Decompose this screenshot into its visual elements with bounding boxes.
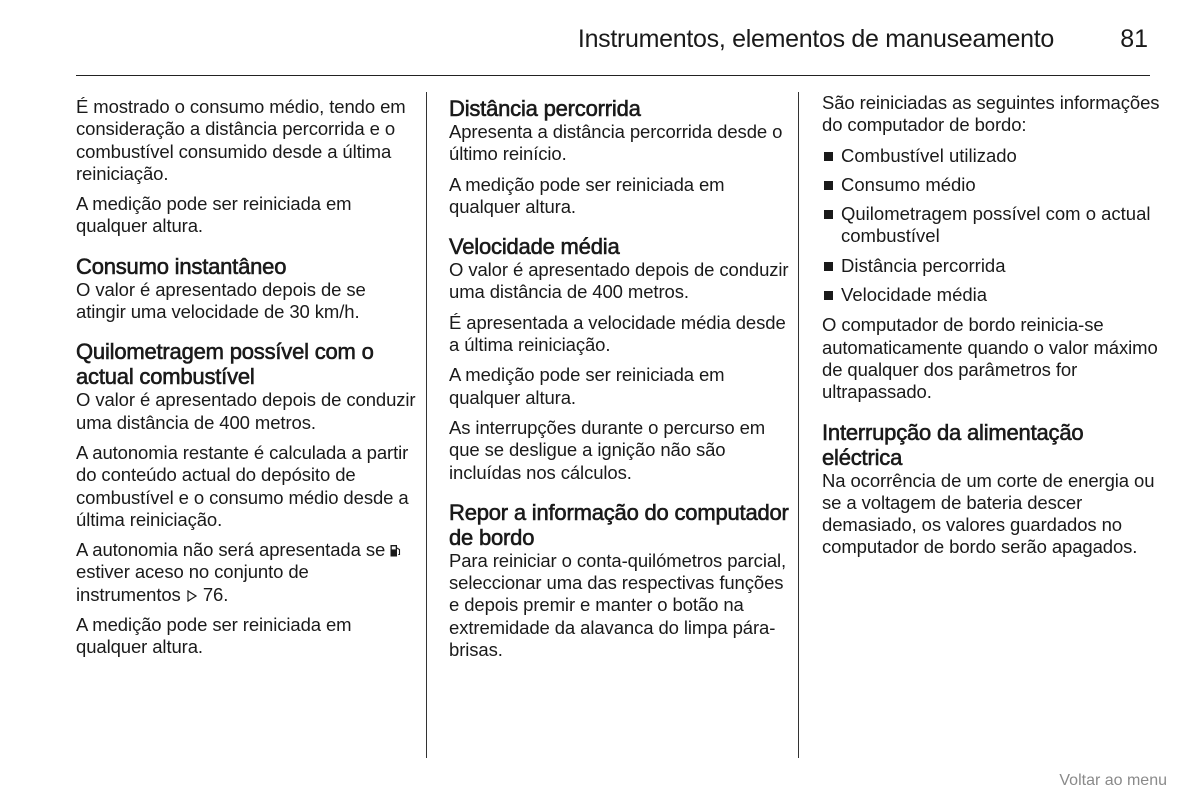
page-title: Instrumentos, elementos de manuseamento (577, 25, 1054, 53)
fuel-pump-icon (390, 540, 401, 553)
section-heading-distancia: Distância percorrida (449, 96, 641, 121)
column-3 (822, 92, 1162, 567)
cross-reference-arrow-icon[interactable] (186, 585, 198, 597)
section-heading-consumo: Consumo instantâneo (76, 253, 287, 279)
list-item-label: Consumo médio (841, 173, 976, 195)
bullet-icon (824, 291, 833, 300)
back-to-menu-link[interactable]: Voltar ao menu (1059, 772, 1167, 789)
paragraph: O valor é apresentado depois de se atingir uma velocidade de 30 km/h. (76, 278, 366, 323)
paragraph: A medição pode ser reiniciada em qualquer altura. (449, 364, 725, 408)
list-item-label: Quilometragem possível com o actual combustível (841, 203, 1151, 247)
column-1 (76, 96, 416, 667)
paragraph: O computador de bordo reinicia-se automaticamente quando o valor máximo de qualquer dos parâmetros for ultrapassado. (822, 314, 1158, 403)
paragraph: A autonomia restante é calculada a partir do conteúdo actual do depósito de combustível e o consumo médio desde a última reiniciação. (76, 441, 409, 530)
reset-items-list (822, 145, 1162, 307)
paragraph: São reiniciadas as seguintes informações do computador de bordo: (822, 92, 1160, 136)
paragraph: A medição pode ser reiniciada em qualquer altura. (449, 173, 725, 217)
list-item (822, 203, 1162, 248)
list-item (822, 255, 1162, 277)
list-item (822, 284, 1162, 306)
paragraph: É apresentada a velocidade média desde a última reiniciação. (449, 311, 786, 356)
bullet-icon (824, 210, 833, 219)
paragraph: A medição pode ser reiniciada em qualquer altura. (76, 614, 352, 658)
paragraph-with-icons (76, 539, 416, 606)
paragraph: O valor é apresentado depois de conduzir uma distância de 400 metros. (76, 389, 416, 433)
header-divider (76, 75, 1150, 76)
page-number: 81 (1120, 25, 1148, 53)
text-segment: A autonomia não será apresentada se (76, 539, 386, 561)
section-heading-quilometragem: Quilometragem possível com o actual combustível (76, 339, 374, 390)
list-item-label: Distância percorrida (841, 254, 1006, 276)
paragraph: É mostrado o consumo médio, tendo em consideração a distância percorrida e o combustível consumido desde a última reiniciação. (76, 96, 406, 184)
column-divider-2 (798, 92, 799, 758)
list-item-label: Velocidade média (841, 284, 988, 306)
paragraph: Para reiniciar o conta-quilómetros parcial, seleccionar uma das respectivas funções e depois premir e manter o botão na extremidade da alavanca do limpa pára-brisas. (449, 549, 787, 661)
list-item (822, 174, 1162, 196)
bullet-icon (824, 262, 833, 271)
page-reference-link[interactable]: 76. (202, 583, 229, 605)
column-2 (449, 92, 789, 669)
list-item (822, 145, 1162, 167)
paragraph: Apresenta a distância percorrida desde o último reinício. (449, 121, 783, 165)
list-item-label: Combustível utilizado (841, 144, 1017, 166)
column-divider-1 (426, 92, 427, 758)
paragraph: As interrupções durante o percurso em que se desligue a ignição não são incluídas nos cálculos. (449, 416, 766, 483)
text-segment: estiver aceso no conjunto de instrumentos (76, 561, 309, 605)
bullet-icon (824, 152, 833, 161)
paragraph: O valor é apresentado depois de conduzir uma distância de 400 metros. (449, 259, 789, 303)
paragraph: A medição pode ser reiniciada em qualquer altura. (76, 193, 352, 237)
bullet-icon (824, 181, 833, 190)
section-heading-repor: Repor a informação do computador de bordo (449, 499, 789, 550)
page-header (76, 24, 1148, 56)
paragraph: Na ocorrência de um corte de energia ou se a voltagem de bateria descer demasiado, os valores guardados no computador de bordo serão apagados. (822, 469, 1155, 558)
section-heading-interrupcao: Interrupção da alimentação eléctrica (822, 419, 1084, 470)
section-heading-velocidade: Velocidade média (449, 234, 620, 260)
